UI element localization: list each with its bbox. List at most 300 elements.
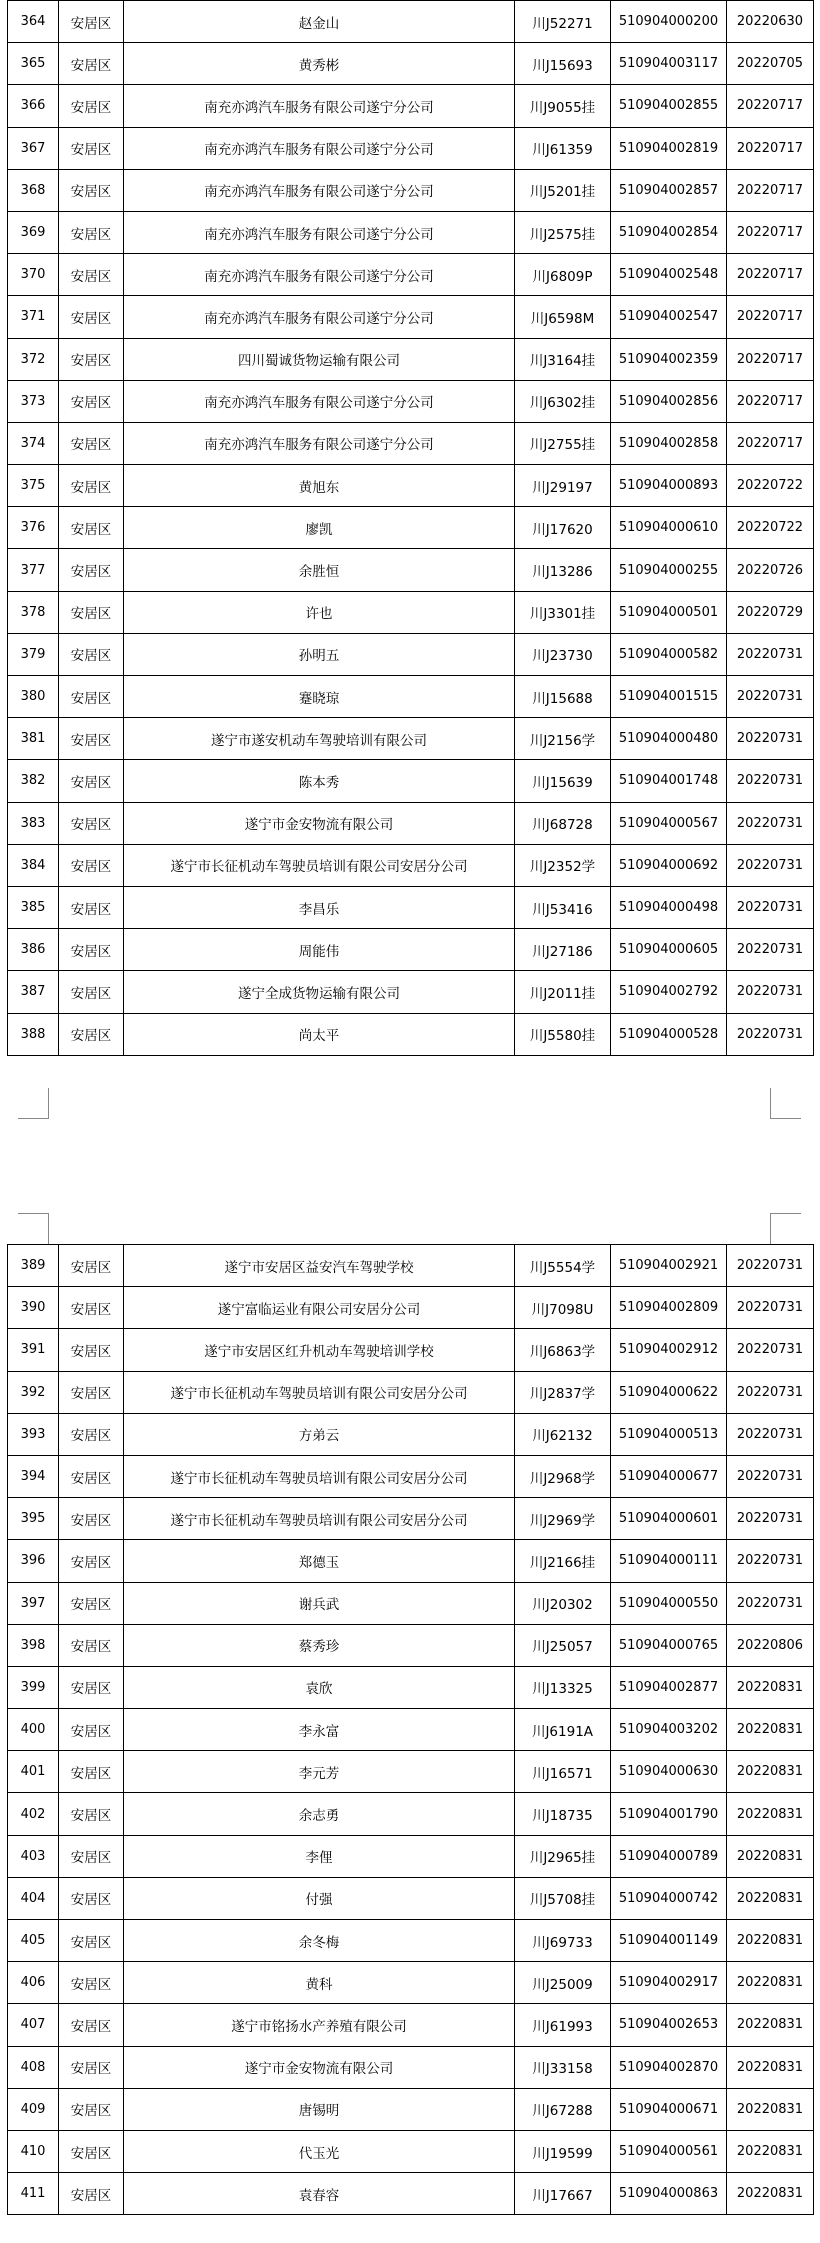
row-number-cell: 376 (8, 507, 59, 549)
district-cell: 安居区 (59, 1455, 124, 1497)
certificate-number-cell: 510904002857 (611, 169, 727, 211)
row-number-cell: 373 (8, 380, 59, 422)
date-cell: 20220726 (727, 549, 814, 591)
row-number-cell: 375 (8, 465, 59, 507)
district-cell: 安居区 (59, 1498, 124, 1540)
district-cell: 安居区 (59, 676, 124, 718)
row-number-cell: 368 (8, 169, 59, 211)
certificate-number-cell: 510904000513 (611, 1413, 727, 1455)
certificate-number-cell: 510904002359 (611, 338, 727, 380)
row-number-cell: 382 (8, 760, 59, 802)
owner-name-cell: 黄旭东 (124, 465, 515, 507)
certificate-number-cell: 510904000610 (611, 507, 727, 549)
plate-number-cell: 川J29197 (515, 465, 611, 507)
owner-name-cell: 南充亦鸿汽车服务有限公司遂宁分公司 (124, 211, 515, 253)
date-cell: 20220717 (727, 422, 814, 464)
table-row (8, 169, 814, 211)
table-row (8, 1920, 814, 1962)
table-row (8, 1962, 814, 2004)
plate-number-cell: 川J6302挂 (515, 380, 611, 422)
table-row (8, 1540, 814, 1582)
row-number-cell: 400 (8, 1709, 59, 1751)
plate-number-cell: 川J61359 (515, 127, 611, 169)
table-row (8, 43, 814, 85)
owner-name-cell: 南充亦鸿汽车服务有限公司遂宁分公司 (124, 254, 515, 296)
district-cell: 安居区 (59, 1877, 124, 1919)
owner-name-cell: 李俚 (124, 1835, 515, 1877)
plate-number-cell: 川J17620 (515, 507, 611, 549)
table-row (8, 1498, 814, 1540)
table-row (8, 549, 814, 591)
table-row (8, 1455, 814, 1497)
plate-number-cell: 川J2837学 (515, 1371, 611, 1413)
district-cell: 安居区 (59, 1582, 124, 1624)
date-cell: 20220831 (727, 1962, 814, 2004)
plate-number-cell: 川J2156学 (515, 718, 611, 760)
certificate-number-cell: 510904000622 (611, 1371, 727, 1413)
certificate-number-cell: 510904002917 (611, 1962, 727, 2004)
date-cell: 20220722 (727, 507, 814, 549)
table-row (8, 2088, 814, 2130)
district-cell: 安居区 (59, 929, 124, 971)
owner-name-cell: 廖凯 (124, 507, 515, 549)
table-row (8, 802, 814, 844)
table-row (8, 1624, 814, 1666)
page-corner-mark (770, 1213, 801, 1244)
certificate-number-cell: 510904002856 (611, 380, 727, 422)
plate-number-cell: 川J53416 (515, 886, 611, 928)
district-cell: 安居区 (59, 1666, 124, 1708)
certificate-number-cell: 510904002854 (611, 211, 727, 253)
row-number-cell: 408 (8, 2046, 59, 2088)
date-cell: 20220717 (727, 296, 814, 338)
owner-name-cell: 遂宁富临运业有限公司安居分公司 (124, 1287, 515, 1329)
district-cell: 安居区 (59, 338, 124, 380)
table-row (8, 211, 814, 253)
table-row (8, 380, 814, 422)
row-number-cell: 388 (8, 1013, 59, 1055)
plate-number-cell: 川J67288 (515, 2088, 611, 2130)
row-number-cell: 384 (8, 844, 59, 886)
owner-name-cell: 遂宁市长征机动车驾驶员培训有限公司安居分公司 (124, 1371, 515, 1413)
row-number-cell: 397 (8, 1582, 59, 1624)
plate-number-cell: 川J23730 (515, 633, 611, 675)
certificate-number-cell: 510904000498 (611, 886, 727, 928)
plate-number-cell: 川J18735 (515, 1793, 611, 1835)
owner-name-cell: 李元芳 (124, 1751, 515, 1793)
row-number-cell: 392 (8, 1371, 59, 1413)
owner-name-cell: 南充亦鸿汽车服务有限公司遂宁分公司 (124, 296, 515, 338)
plate-number-cell: 川J15693 (515, 43, 611, 85)
district-cell: 安居区 (59, 1287, 124, 1329)
table-row (8, 676, 814, 718)
certificate-number-cell: 510904002870 (611, 2046, 727, 2088)
district-cell: 安居区 (59, 2088, 124, 2130)
owner-name-cell: 南充亦鸿汽车服务有限公司遂宁分公司 (124, 127, 515, 169)
table-row (8, 465, 814, 507)
owner-name-cell: 南充亦鸿汽车服务有限公司遂宁分公司 (124, 169, 515, 211)
table-row (8, 1245, 814, 1287)
table-row (8, 422, 814, 464)
date-cell: 20220717 (727, 254, 814, 296)
date-cell: 20220717 (727, 211, 814, 253)
plate-number-cell: 川J69733 (515, 1920, 611, 1962)
plate-number-cell: 川J15639 (515, 760, 611, 802)
certificate-number-cell: 510904002855 (611, 85, 727, 127)
certificate-number-cell: 510904000630 (611, 1751, 727, 1793)
date-cell: 20220717 (727, 85, 814, 127)
district-cell: 安居区 (59, 1624, 124, 1666)
owner-name-cell: 代玉光 (124, 2130, 515, 2172)
plate-number-cell: 川J6191A (515, 1709, 611, 1751)
district-cell: 安居区 (59, 422, 124, 464)
district-cell: 安居区 (59, 507, 124, 549)
plate-number-cell: 川J20302 (515, 1582, 611, 1624)
owner-name-cell: 周能伟 (124, 929, 515, 971)
district-cell: 安居区 (59, 1013, 124, 1055)
table-row (8, 1709, 814, 1751)
table-row (8, 1751, 814, 1793)
date-cell: 20220731 (727, 844, 814, 886)
table-row (8, 1371, 814, 1413)
certificate-number-cell: 510904001149 (611, 1920, 727, 1962)
district-cell: 安居区 (59, 1413, 124, 1455)
district-cell: 安居区 (59, 549, 124, 591)
district-cell: 安居区 (59, 211, 124, 253)
table-row (8, 591, 814, 633)
plate-number-cell: 川J2968学 (515, 1455, 611, 1497)
district-cell: 安居区 (59, 1920, 124, 1962)
row-number-cell: 402 (8, 1793, 59, 1835)
date-cell: 20220717 (727, 338, 814, 380)
owner-name-cell: 陈本秀 (124, 760, 515, 802)
table-row (8, 971, 814, 1013)
owner-name-cell: 唐锡明 (124, 2088, 515, 2130)
plate-number-cell: 川J2575挂 (515, 211, 611, 253)
district-cell: 安居区 (59, 760, 124, 802)
district-cell: 安居区 (59, 169, 124, 211)
district-cell: 安居区 (59, 127, 124, 169)
registry-table-body (8, 1245, 814, 2215)
owner-name-cell: 尚太平 (124, 1013, 515, 1055)
owner-name-cell: 李永富 (124, 1709, 515, 1751)
date-cell: 20220831 (727, 1709, 814, 1751)
date-cell: 20220731 (727, 633, 814, 675)
owner-name-cell: 袁欣 (124, 1666, 515, 1708)
certificate-number-cell: 510904000561 (611, 2130, 727, 2172)
row-number-cell: 401 (8, 1751, 59, 1793)
owner-name-cell: 黄科 (124, 1962, 515, 2004)
certificate-number-cell: 510904000605 (611, 929, 727, 971)
owner-name-cell: 郑德玉 (124, 1540, 515, 1582)
owner-name-cell: 遂宁全成货物运输有限公司 (124, 971, 515, 1013)
date-cell: 20220731 (727, 760, 814, 802)
table-row (8, 127, 814, 169)
row-number-cell: 372 (8, 338, 59, 380)
certificate-number-cell: 510904002547 (611, 296, 727, 338)
table-row (8, 929, 814, 971)
date-cell: 20220731 (727, 1371, 814, 1413)
date-cell: 20220717 (727, 380, 814, 422)
row-number-cell: 396 (8, 1540, 59, 1582)
certificate-number-cell: 510904000501 (611, 591, 727, 633)
certificate-number-cell: 510904001748 (611, 760, 727, 802)
owner-name-cell: 余志勇 (124, 1793, 515, 1835)
date-cell: 20220731 (727, 929, 814, 971)
owner-name-cell: 南充亦鸿汽车服务有限公司遂宁分公司 (124, 380, 515, 422)
owner-name-cell: 谢兵武 (124, 1582, 515, 1624)
plate-number-cell: 川J2969学 (515, 1498, 611, 1540)
plate-number-cell: 川J5580挂 (515, 1013, 611, 1055)
certificate-number-cell: 510904002653 (611, 2004, 727, 2046)
table-row (8, 2004, 814, 2046)
page-corner-mark (18, 1088, 49, 1119)
owner-name-cell: 孙明五 (124, 633, 515, 675)
row-number-cell: 407 (8, 2004, 59, 2046)
date-cell: 20220831 (727, 2130, 814, 2172)
table-row (8, 886, 814, 928)
date-cell: 20220731 (727, 1498, 814, 1540)
date-cell: 20220731 (727, 802, 814, 844)
plate-number-cell: 川J13286 (515, 549, 611, 591)
plate-number-cell: 川J6809P (515, 254, 611, 296)
certificate-number-cell: 510904002877 (611, 1666, 727, 1708)
date-cell: 20220722 (727, 465, 814, 507)
district-cell: 安居区 (59, 591, 124, 633)
table-row (8, 1877, 814, 1919)
table-row (8, 254, 814, 296)
row-number-cell: 411 (8, 2173, 59, 2215)
page-corner-mark (770, 1088, 801, 1119)
table-row (8, 1413, 814, 1455)
certificate-number-cell: 510904002809 (611, 1287, 727, 1329)
owner-name-cell: 遂宁市长征机动车驾驶员培训有限公司安居分公司 (124, 1498, 515, 1540)
row-number-cell: 385 (8, 886, 59, 928)
certificate-number-cell: 510904002548 (611, 254, 727, 296)
plate-number-cell: 川J9055挂 (515, 85, 611, 127)
row-number-cell: 371 (8, 296, 59, 338)
owner-name-cell: 袁春容 (124, 2173, 515, 2215)
table-row (8, 844, 814, 886)
table-row (8, 1, 814, 43)
district-cell: 安居区 (59, 1962, 124, 2004)
plate-number-cell: 川J5201挂 (515, 169, 611, 211)
owner-name-cell: 赵金山 (124, 1, 515, 43)
plate-number-cell: 川J62132 (515, 1413, 611, 1455)
certificate-number-cell: 510904000528 (611, 1013, 727, 1055)
row-number-cell: 379 (8, 633, 59, 675)
plate-number-cell: 川J33158 (515, 2046, 611, 2088)
date-cell: 20220705 (727, 43, 814, 85)
owner-name-cell: 四川蜀诚货物运输有限公司 (124, 338, 515, 380)
district-cell: 安居区 (59, 254, 124, 296)
certificate-number-cell: 510904001515 (611, 676, 727, 718)
district-cell: 安居区 (59, 1329, 124, 1371)
district-cell: 安居区 (59, 633, 124, 675)
table-row (8, 760, 814, 802)
table-row (8, 1835, 814, 1877)
certificate-number-cell: 510904003117 (611, 43, 727, 85)
certificate-number-cell: 510904002792 (611, 971, 727, 1013)
date-cell: 20220831 (727, 1835, 814, 1877)
certificate-number-cell: 510904000601 (611, 1498, 727, 1540)
plate-number-cell: 川J7098U (515, 1287, 611, 1329)
row-number-cell: 398 (8, 1624, 59, 1666)
row-number-cell: 367 (8, 127, 59, 169)
district-cell: 安居区 (59, 85, 124, 127)
date-cell: 20220731 (727, 971, 814, 1013)
table-row (8, 1329, 814, 1371)
row-number-cell: 380 (8, 676, 59, 718)
date-cell: 20220831 (727, 1877, 814, 1919)
district-cell: 安居区 (59, 2130, 124, 2172)
plate-number-cell: 川J6863学 (515, 1329, 611, 1371)
district-cell: 安居区 (59, 2046, 124, 2088)
row-number-cell: 405 (8, 1920, 59, 1962)
plate-number-cell: 川J6598M (515, 296, 611, 338)
row-number-cell: 404 (8, 1877, 59, 1919)
date-cell: 20220717 (727, 127, 814, 169)
date-cell: 20220731 (727, 886, 814, 928)
table-row (8, 507, 814, 549)
owner-name-cell: 余胜恒 (124, 549, 515, 591)
row-number-cell: 378 (8, 591, 59, 633)
date-cell: 20220831 (727, 1751, 814, 1793)
certificate-number-cell: 510904000255 (611, 549, 727, 591)
owner-name-cell: 遂宁市遂安机动车驾驶培训有限公司 (124, 718, 515, 760)
district-cell: 安居区 (59, 1835, 124, 1877)
certificate-number-cell: 510904003202 (611, 1709, 727, 1751)
plate-number-cell: 川J61993 (515, 2004, 611, 2046)
district-cell: 安居区 (59, 1793, 124, 1835)
row-number-cell: 381 (8, 718, 59, 760)
certificate-number-cell: 510904000789 (611, 1835, 727, 1877)
district-cell: 安居区 (59, 465, 124, 507)
plate-number-cell: 川J5554学 (515, 1245, 611, 1287)
plate-number-cell: 川J2755挂 (515, 422, 611, 464)
certificate-number-cell: 510904002858 (611, 422, 727, 464)
plate-number-cell: 川J27186 (515, 929, 611, 971)
row-number-cell: 386 (8, 929, 59, 971)
certificate-number-cell: 510904002819 (611, 127, 727, 169)
owner-name-cell: 遂宁市安居区红升机动车驾驶培训学校 (124, 1329, 515, 1371)
certificate-number-cell: 510904000582 (611, 633, 727, 675)
date-cell: 20220731 (727, 1413, 814, 1455)
certificate-number-cell: 510904000200 (611, 1, 727, 43)
certificate-number-cell: 510904000677 (611, 1455, 727, 1497)
district-cell: 安居区 (59, 971, 124, 1013)
plate-number-cell: 川J2011挂 (515, 971, 611, 1013)
owner-name-cell: 遂宁市铭扬水产养殖有限公司 (124, 2004, 515, 2046)
district-cell: 安居区 (59, 1751, 124, 1793)
district-cell: 安居区 (59, 1709, 124, 1751)
owner-name-cell: 付强 (124, 1877, 515, 1919)
row-number-cell: 374 (8, 422, 59, 464)
date-cell: 20220731 (727, 1245, 814, 1287)
row-number-cell: 383 (8, 802, 59, 844)
plate-number-cell: 川J25009 (515, 1962, 611, 2004)
table-row (8, 2173, 814, 2215)
row-number-cell: 399 (8, 1666, 59, 1708)
table-row (8, 1582, 814, 1624)
district-cell: 安居区 (59, 1245, 124, 1287)
row-number-cell: 364 (8, 1, 59, 43)
table-row (8, 296, 814, 338)
district-cell: 安居区 (59, 296, 124, 338)
plate-number-cell: 川J3301挂 (515, 591, 611, 633)
row-number-cell: 377 (8, 549, 59, 591)
certificate-number-cell: 510904000111 (611, 1540, 727, 1582)
owner-name-cell: 蔡秀珍 (124, 1624, 515, 1666)
date-cell: 20220731 (727, 1455, 814, 1497)
district-cell: 安居区 (59, 1371, 124, 1413)
row-number-cell: 394 (8, 1455, 59, 1497)
row-number-cell: 366 (8, 85, 59, 127)
plate-number-cell: 川J52271 (515, 1, 611, 43)
plate-number-cell: 川J16571 (515, 1751, 611, 1793)
row-number-cell: 370 (8, 254, 59, 296)
row-number-cell: 389 (8, 1245, 59, 1287)
row-number-cell: 391 (8, 1329, 59, 1371)
table-row (8, 1287, 814, 1329)
row-number-cell: 406 (8, 1962, 59, 2004)
row-number-cell: 403 (8, 1835, 59, 1877)
date-cell: 20220731 (727, 1013, 814, 1055)
owner-name-cell: 遂宁市金安物流有限公司 (124, 802, 515, 844)
row-number-cell: 365 (8, 43, 59, 85)
certificate-number-cell: 510904000863 (611, 2173, 727, 2215)
table-row (8, 2046, 814, 2088)
table-row (8, 1013, 814, 1055)
date-cell: 20220731 (727, 1287, 814, 1329)
row-number-cell: 410 (8, 2130, 59, 2172)
owner-name-cell: 方弟云 (124, 1413, 515, 1455)
plate-number-cell: 川J19599 (515, 2130, 611, 2172)
district-cell: 安居区 (59, 1, 124, 43)
plate-number-cell: 川J25057 (515, 1624, 611, 1666)
owner-name-cell: 许也 (124, 591, 515, 633)
date-cell: 20220831 (727, 1793, 814, 1835)
date-cell: 20220806 (727, 1624, 814, 1666)
plate-number-cell: 川J3164挂 (515, 338, 611, 380)
row-number-cell: 387 (8, 971, 59, 1013)
district-cell: 安居区 (59, 2173, 124, 2215)
owner-name-cell: 李昌乐 (124, 886, 515, 928)
certificate-number-cell: 510904000480 (611, 718, 727, 760)
plate-number-cell: 川J2352学 (515, 844, 611, 886)
certificate-number-cell: 510904000893 (611, 465, 727, 507)
certificate-number-cell: 510904000765 (611, 1624, 727, 1666)
registry-table-page-2 (7, 1244, 814, 2215)
page-corner-mark (18, 1213, 49, 1244)
date-cell: 20220717 (727, 169, 814, 211)
row-number-cell: 395 (8, 1498, 59, 1540)
district-cell: 安居区 (59, 2004, 124, 2046)
date-cell: 20220731 (727, 676, 814, 718)
district-cell: 安居区 (59, 718, 124, 760)
date-cell: 20220831 (727, 2004, 814, 2046)
district-cell: 安居区 (59, 43, 124, 85)
date-cell: 20220831 (727, 2088, 814, 2130)
certificate-number-cell: 510904000550 (611, 1582, 727, 1624)
certificate-number-cell: 510904000742 (611, 1877, 727, 1919)
district-cell: 安居区 (59, 844, 124, 886)
certificate-number-cell: 510904000671 (611, 2088, 727, 2130)
plate-number-cell: 川J2965挂 (515, 1835, 611, 1877)
date-cell: 20220731 (727, 1582, 814, 1624)
plate-number-cell: 川J13325 (515, 1666, 611, 1708)
plate-number-cell: 川J17667 (515, 2173, 611, 2215)
